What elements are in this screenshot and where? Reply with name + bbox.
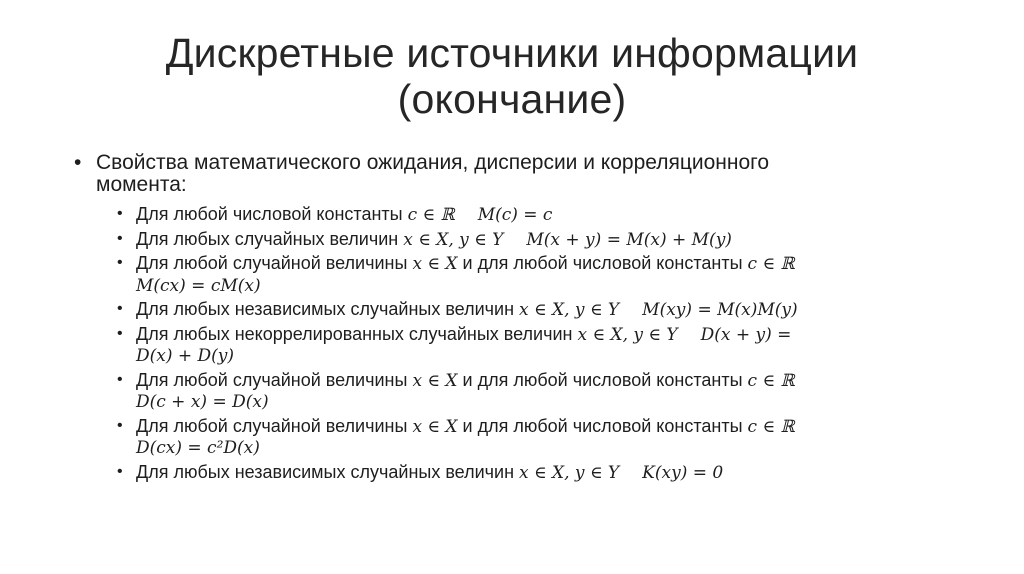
item-condition-2: c ∈ ℝ bbox=[747, 416, 795, 437]
bullet-icon: • bbox=[117, 300, 123, 317]
list-item bbox=[74, 324, 954, 367]
item-text: Для любой случайной величины bbox=[136, 253, 408, 273]
bullet-icon: • bbox=[117, 229, 123, 247]
item-formula: M(c) = c bbox=[477, 205, 553, 225]
item-text: Для любых независимых случайных величин bbox=[136, 299, 515, 319]
item-formula: D(cx) = c²D(x) bbox=[136, 438, 260, 458]
item-text: Для любой числовой константы bbox=[136, 204, 403, 224]
bullet-icon: • bbox=[117, 462, 123, 480]
sub-bullet-list bbox=[74, 204, 954, 483]
bullet-icon: • bbox=[117, 324, 123, 342]
item-condition-2: c ∈ ℝ bbox=[747, 254, 795, 274]
item-formula: M(xy) = M(x)M(y) bbox=[642, 300, 798, 320]
bullet-icon: • bbox=[117, 205, 123, 222]
bullet-icon: • bbox=[117, 416, 123, 434]
bullet-icon: • bbox=[74, 151, 82, 174]
list-item bbox=[74, 229, 954, 251]
item-condition-2: c ∈ ℝ bbox=[747, 370, 795, 391]
main-bullet-item bbox=[74, 152, 954, 196]
bullet-icon: • bbox=[117, 370, 123, 388]
item-text-2: и для любой числовой константы bbox=[462, 253, 743, 273]
bullet-icon: • bbox=[117, 254, 123, 271]
item-condition: c ∈ ℝ bbox=[407, 205, 455, 225]
item-condition: x ∈ X bbox=[412, 254, 458, 274]
list-item bbox=[74, 253, 954, 296]
item-text: Для любых случайных величин bbox=[136, 228, 399, 249]
main-item-line-1: Свойства математического ожидания, дисперсии и корреляционного bbox=[96, 151, 770, 174]
item-condition: x ∈ X, y ∈ Y bbox=[519, 462, 620, 483]
item-text-2: и для любой числовой константы bbox=[462, 369, 743, 390]
list-item bbox=[74, 416, 954, 459]
slide-title-line-1: Дискретные источники информации bbox=[165, 30, 859, 76]
slide-title-line-2: (окончание) bbox=[397, 76, 627, 122]
item-condition: x ∈ X, y ∈ Y bbox=[519, 300, 620, 320]
slide-title bbox=[60, 30, 964, 122]
list-item bbox=[74, 462, 954, 484]
item-text: Для любых некоррелированных случайных величин bbox=[136, 323, 573, 344]
item-formula: D(c + x) = D(x) bbox=[136, 392, 269, 412]
item-text: Для любой случайной величины bbox=[136, 369, 408, 390]
item-formula: K(xy) = 0 bbox=[642, 462, 724, 483]
slide-content bbox=[74, 152, 954, 486]
item-formula: D(x + y) = bbox=[700, 324, 792, 345]
main-item-line-2: момента: bbox=[96, 173, 187, 196]
item-condition: x ∈ X bbox=[412, 370, 458, 391]
item-condition: x ∈ X bbox=[412, 416, 458, 437]
item-formula: M(cx) = cM(x) bbox=[136, 275, 261, 296]
item-text: Для любых независимых случайных величин bbox=[136, 461, 515, 482]
list-item bbox=[74, 370, 954, 413]
item-condition: x ∈ X, y ∈ Y bbox=[403, 229, 504, 250]
item-text-2: и для любой числовой константы bbox=[462, 415, 743, 436]
item-formula-continued: D(x) + D(y) bbox=[136, 346, 235, 366]
item-formula: M(x + y) = M(x) + M(y) bbox=[526, 229, 732, 250]
item-text: Для любой случайной величины bbox=[136, 415, 408, 436]
list-item bbox=[74, 204, 954, 226]
item-condition: x ∈ X, y ∈ Y bbox=[577, 324, 678, 345]
list-item bbox=[74, 299, 954, 321]
